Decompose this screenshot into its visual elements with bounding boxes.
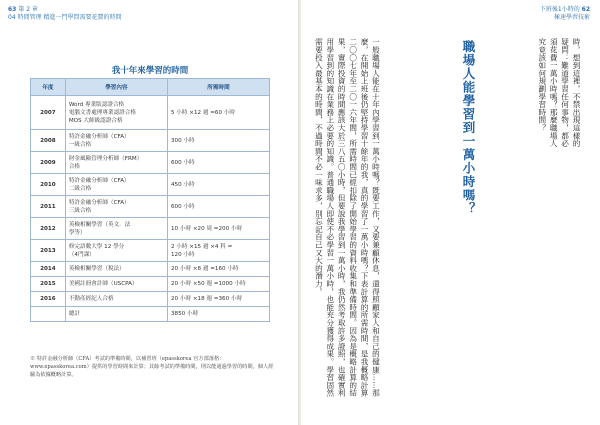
row-hours: 600 小時: [167, 152, 269, 174]
table-row: [31, 292, 270, 307]
row-year: 2012: [31, 218, 66, 240]
left-page: [0, 0, 299, 425]
right-page-number: 62: [581, 6, 590, 13]
row-content: [65, 130, 167, 152]
row-hours: 20 小時 ×8 週 =160 小時: [167, 262, 269, 277]
table-row: [31, 277, 270, 292]
right-running-head: [540, 6, 590, 22]
row-content: [65, 240, 167, 262]
table-row: [31, 240, 270, 262]
chapter-label: 第 2 章: [18, 6, 38, 13]
content-line: 財金風險管理分析師（FRM） 合格: [68, 155, 143, 170]
header-content: 學習內容: [65, 79, 167, 96]
content-line: 英檢相關學習（英文．法 學等）: [68, 221, 131, 236]
row-year: 2009: [31, 152, 66, 174]
row-hours: 450 小時: [167, 174, 269, 196]
table-footnote: ※ 特許金融分析師（CFA）考試的準備時間，以補習班（epasskorea 官方部落格：www.epasskorea.com）提供的學習時間來計算；其餘考試的準備時間，則以能通過學習的時間，個人經驗為依據概略計算。: [30, 356, 274, 378]
content-line: Word 專業版認證合格 電腦文書處理專業認證合格 MOS 大師級認證合格: [68, 101, 136, 124]
table-row: [31, 174, 270, 196]
opening-paragraph: 時，想到這裡，不禁出現這樣的疑問：難道學習任何事物，都必須花費一萬小時嗎？那麼職場人究竟該如何規劃學習時間？: [537, 38, 581, 148]
section-title: 精進一門學問需要花費的時間: [43, 14, 122, 21]
row-year: 2007: [31, 96, 66, 130]
row-hours: 600 小時: [167, 196, 269, 218]
row-content: [65, 96, 167, 130]
total-label: 總計: [65, 307, 167, 322]
content-line: 特許金融分析師（CFA） 二級合格: [68, 177, 130, 192]
content-line: 特許金融分析師（CFA） 一級合格: [68, 133, 130, 148]
row-year: 2011: [31, 196, 66, 218]
table-row: [31, 262, 270, 277]
row-hours: 20 小時 ×18 週 =360 小時: [167, 292, 269, 307]
row-year: 2013: [31, 240, 66, 262]
row-year: 2008: [31, 130, 66, 152]
row-hours: 20 小時 ×50 週 =1000 小時: [167, 277, 269, 292]
left-page-number: 63: [8, 6, 17, 13]
row-year: 2015: [31, 277, 66, 292]
table-title: 我十年來學習的時間: [111, 66, 189, 76]
row-content: 不動產經紀人合格: [65, 292, 167, 307]
row-year: 2010: [31, 174, 66, 196]
running-title-2: 極速學習技術: [553, 14, 590, 21]
section-number: 04: [8, 14, 16, 21]
study-time-table: [30, 78, 270, 322]
table-row: [31, 152, 270, 174]
row-year: 2016: [31, 292, 66, 307]
body-paragraph: 一般職場人能在十年內學習到一萬小時嗎？既要工作，又要兼顧休息，還得照顧家人和自己的健康……那麼，在開始上班後仍堅持學習十餘年的我，真的學習了一萬小時嗎？下表計算的所需時間，是我概略計算二〇〇七年至二〇一六年間，所需時間已經扣除了開始學習的資料收集和準備時間。因為是概略計算的結果，實際投資的時間應該大於三八五〇小時，但要說我學習到一萬小時，我仍然考取許多證照，也確實利用學習到的知識在業務上必要的知識。普通職場人即使不必學習一萬小時，也能充分獲得成果。學習固然需要投入最基本的時間，不過時間不必一味求多，別忘記自己又大的潛力。: [314, 38, 381, 397]
section-heading: 職場人能學習到一萬小時嗎？: [461, 40, 476, 216]
running-title-1: 下班後1小時的: [539, 6, 580, 13]
content-line: 修完語數大學 12 學分 （4門課）: [68, 243, 125, 258]
row-year: [31, 307, 66, 322]
total-hours: 3850 小時: [167, 307, 269, 322]
row-year: 2014: [31, 262, 66, 277]
table-row: [31, 218, 270, 240]
row-content: [65, 152, 167, 174]
row-content: [65, 218, 167, 240]
row-content: 英檢相關學習（稅法）: [65, 262, 167, 277]
content-line: 特許金融分析師（CFA） 三級合格: [68, 199, 130, 214]
section-label: 時間管理: [17, 14, 42, 21]
table-row: [31, 130, 270, 152]
row-hours: [167, 240, 269, 262]
hours-line: 2 小時 ×15 週 ×4 科 = 120 小時: [170, 243, 233, 258]
row-content: [65, 196, 167, 218]
left-running-head: [8, 6, 122, 22]
row-hours: 5 小時 ×12 週 =60 小時: [167, 96, 269, 130]
right-page: [301, 0, 600, 425]
row-content: [65, 174, 167, 196]
table-header-row: [31, 79, 270, 96]
table-row: [31, 96, 270, 130]
row-hours: 10 小時 ×20 周 =200 小時: [167, 218, 269, 240]
table-row: [31, 196, 270, 218]
row-hours: 300 小時: [167, 130, 269, 152]
header-hours: 所需時間: [167, 79, 269, 96]
header-year: 年度: [31, 79, 66, 96]
row-content: 美國註冊會計師（USCPA）: [65, 277, 167, 292]
table-total-row: [31, 307, 270, 322]
